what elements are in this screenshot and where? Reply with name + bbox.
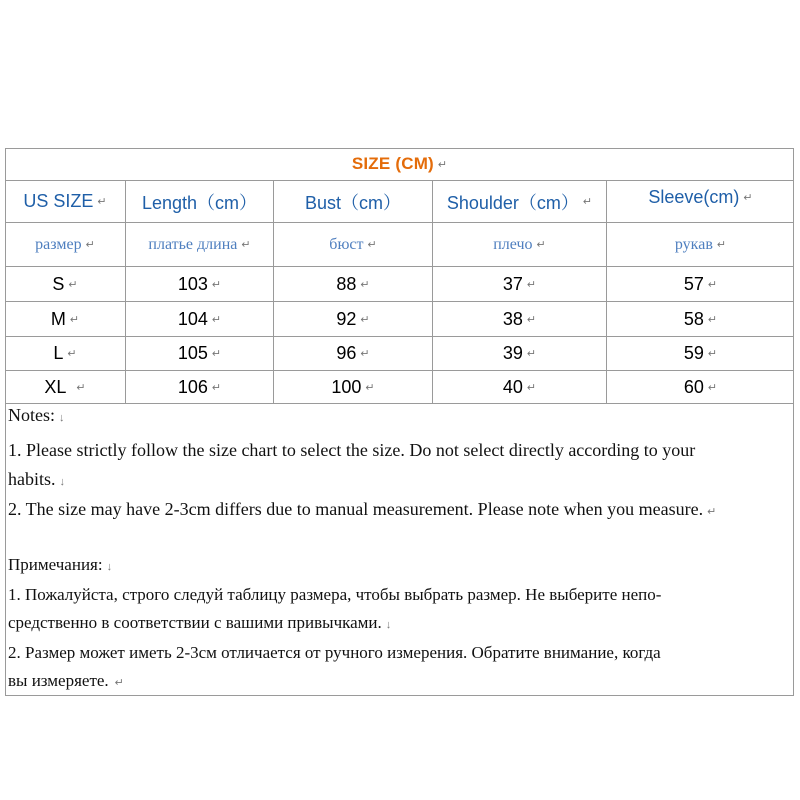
notes-heading-ru: Примечания: ↓: [8, 555, 113, 574]
header-ru-size: размер ↵: [35, 235, 95, 253]
note-ru-2-line1: 2. Размер может иметь 2-3см отличается от ручного измерения. Обратите внимание, когда: [8, 643, 661, 662]
table-cell-size: S ↵: [52, 273, 78, 294]
table-cell-shoulder: 39 ↵: [502, 343, 537, 363]
note-en-2: 2. The size may have 2-3cm differs due to manual measurement. Please note when you measure. ↵: [8, 499, 717, 519]
notes-heading: Notes: ↓: [8, 405, 65, 425]
table-cell-size: L ↵: [53, 343, 77, 363]
table-cell-length: 103 ↵: [177, 273, 222, 294]
table-cell-bust: 100 ↵: [331, 376, 375, 397]
header-shoulder: Shoulder（cm） ↵: [446, 192, 593, 213]
table-cell-shoulder: 40 ↵: [502, 376, 537, 397]
table-cell-size: M ↵: [50, 308, 80, 329]
table-cell-shoulder: 38 ↵: [502, 308, 537, 329]
header-ru-sleeve: рукав ↵: [674, 235, 727, 253]
table-cell-sleeve: 60 ↵: [683, 376, 718, 397]
header-ru-bust: бюст ↵: [329, 235, 377, 253]
note-en-1-line2: habits. ↓: [8, 469, 65, 489]
header-bust: Bust（cm）: [304, 192, 401, 213]
note-ru-2-line2: вы измеряете. ↵: [8, 671, 124, 690]
table-cell-sleeve: 57 ↵: [683, 273, 718, 294]
note-ru-1-line1: 1. Пожалуйста, строго следуй таблицу размера, чтобы выбрать размер. Не выберите непо-: [8, 585, 662, 604]
note-ru-1-line2: средственно в соответствии с вашими привычками. ↓: [8, 613, 392, 632]
size-chart-title-row: [5, 148, 794, 180]
size-chart-title: SIZE (CM): [351, 154, 434, 173]
paragraph-mark-icon: ↵: [437, 158, 448, 171]
header-length: Length（cm）: [141, 192, 258, 213]
header-us-size: US SIZE ↵: [23, 191, 107, 211]
table-cell-length: 106 ↵: [177, 376, 222, 397]
header-ru-length: платье длина ↵: [148, 235, 251, 253]
table-cell-bust: 88 ↵: [336, 273, 370, 294]
table-cell-sleeve: 58 ↵: [683, 308, 718, 329]
header-sleeve: Sleeve(cm) ↵: [648, 186, 753, 207]
table-cell-size: XL ↵: [44, 376, 86, 397]
table-cell-bust: 92 ↵: [336, 308, 370, 329]
table-cell-bust: 96 ↵: [336, 343, 370, 363]
table-cell-sleeve: 59 ↵: [683, 343, 718, 363]
note-en-1-line1: 1. Please strictly follow the size chart to select the size. Do not select directly according to your: [8, 440, 696, 460]
header-ru-shoulder: плечо ↵: [493, 235, 546, 253]
table-cell-shoulder: 37 ↵: [502, 273, 537, 294]
table-cell-length: 104 ↵: [177, 308, 222, 329]
table-rule: [5, 403, 794, 404]
table-cell-length: 105 ↵: [177, 343, 222, 363]
